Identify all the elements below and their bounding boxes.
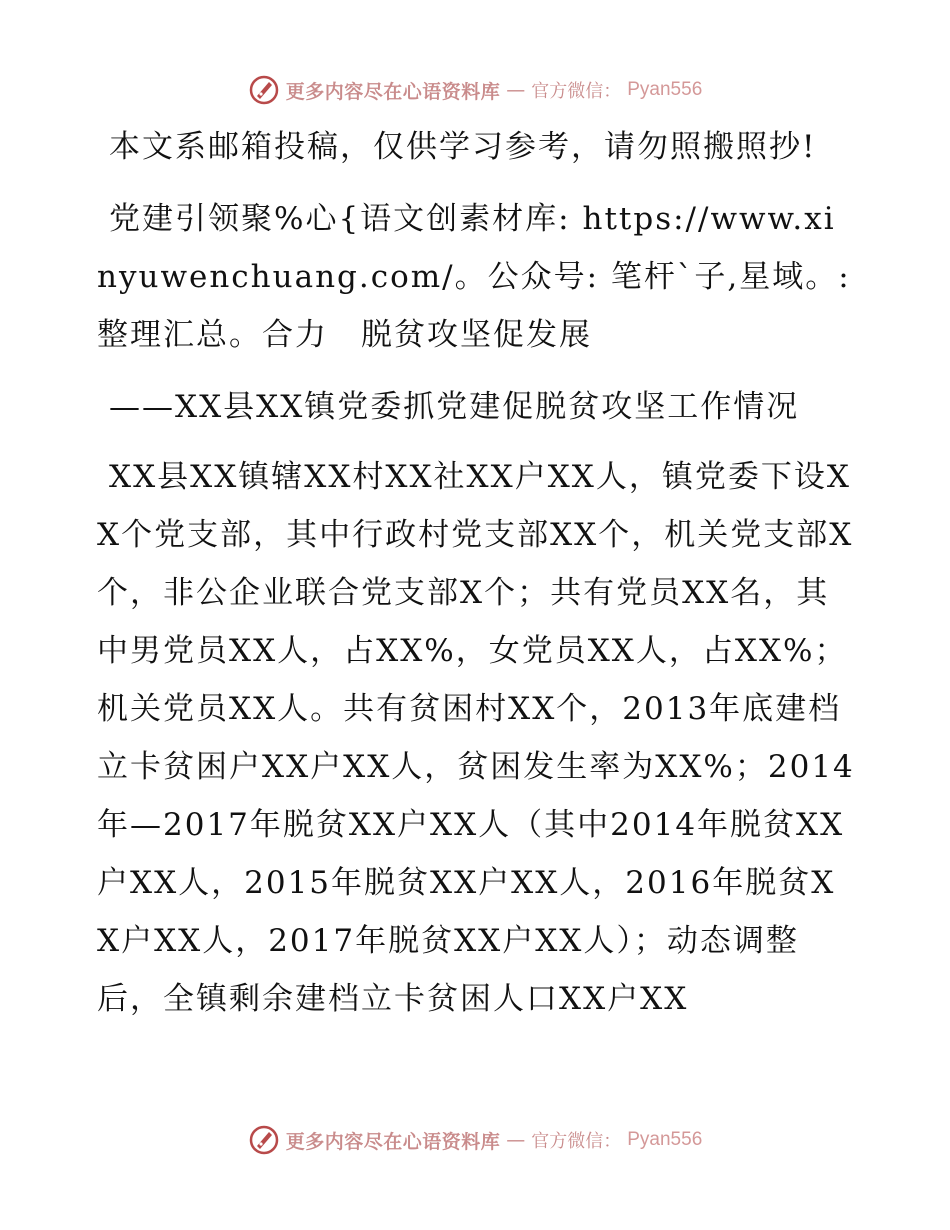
banner-wechat-id: Pyan556 (627, 1129, 703, 1150)
notice-paragraph: 本文系邮箱投稿，仅供学习参考，请勿照搬照抄! (109, 129, 817, 165)
banner-wechat-label: 官方微信： (531, 81, 622, 102)
pen-nib-logo-icon (248, 1124, 280, 1156)
document-subtitle: ——XX县XX镇党委抓党建促脱贫攻坚工作情况 (109, 389, 800, 425)
pen-nib-logo-icon (248, 74, 280, 106)
header-banner (0, 70, 950, 110)
body-paragraph: XX县XX镇辖XX村XX社XX户XX人，镇党委下设XX个党支部，其中行政村党支部XX个，机关党支部X个，非公企业联合党支部X个；共有党员XX名，其中男党员XX人，占XX%，女党员XX人，占XX%；机关党员XX人。共有贫困村XX个，2013年底建档立卡贫困户XX户XX人，贫困发生率为XX%；2014年—2017年脱贫XX户XX人（其中2014年脱贫XX户XX人，2015年脱贫XX户XX人，2016年脱贫XX户XX人，2017年脱贫XX户XX人）；动态调整后，全镇剩余建档立卡贫困人口XX户XX (97, 459, 855, 1017)
banner-dash: — (506, 79, 526, 101)
banner-text: 更多内容尽在心语资料库 (285, 80, 501, 103)
document-body (97, 118, 857, 1028)
banner-wechat-id: Pyan556 (627, 79, 703, 100)
banner-dash: — (506, 1129, 526, 1151)
banner-wechat-label: 官方微信： (531, 1131, 622, 1152)
footer-banner (0, 1120, 950, 1160)
banner-text: 更多内容尽在心语资料库 (285, 1130, 501, 1153)
document-title: 党建引领聚%心{语文创素材库: https://www.xinyuwenchuang.com/。公众号: 笔杆`子,星域。:整理汇总。合力 脱贫攻坚促发展 (97, 201, 851, 353)
